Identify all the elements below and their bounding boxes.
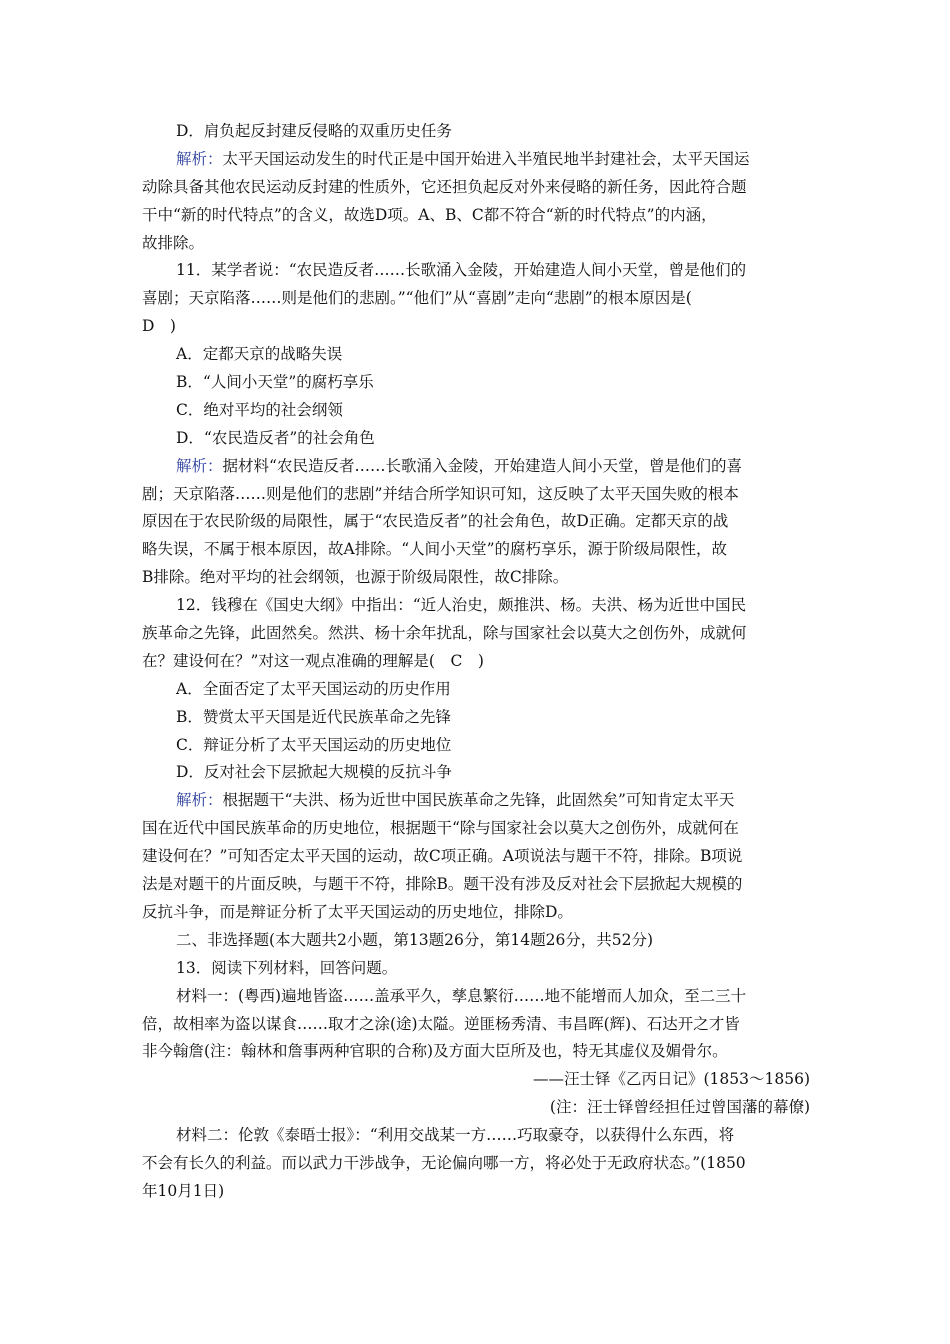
text-line <box>142 1066 810 1094</box>
text-line <box>142 704 810 732</box>
text-line <box>142 1094 810 1122</box>
line-text: C．绝对平均的社会纲领 <box>176 400 343 419</box>
text-line <box>142 1178 810 1206</box>
line-text: C．辩证分析了太平天国运动的历史地位 <box>176 735 452 754</box>
line-text: 故排除。 <box>142 233 205 252</box>
text-line <box>142 871 810 899</box>
text-line <box>142 257 810 285</box>
line-text: 11．某学者说：“农民造反者……长歌涌入金陵，开始建造人间小天堂，曾是他们的 <box>176 261 747 280</box>
text-line <box>142 564 810 592</box>
line-text: 动除具备其他农民运动反封建的性质外，它还担负起反对外来侵略的新任务，因此符合题 <box>142 177 747 196</box>
analysis-label: 解析： <box>176 149 223 168</box>
text-line <box>142 397 810 425</box>
text-line <box>142 285 810 313</box>
text-line <box>142 815 810 843</box>
line-text: 剧；天京陷落……则是他们的悲剧”并结合所学知识可知，这反映了太平天国失败的根本 <box>142 484 739 503</box>
text-line <box>142 146 810 174</box>
line-text: 据材料“农民造反者……长歌涌入金陵，开始建造人间小天堂，曾是他们的喜 <box>222 456 742 475</box>
text-line <box>142 118 810 146</box>
line-text: D．“农民造反者”的社会角色 <box>176 428 375 447</box>
text-line <box>142 369 810 397</box>
text-line <box>142 425 810 453</box>
text-line <box>142 648 810 676</box>
text-line <box>142 620 810 648</box>
line-text: A．定都天京的战略失误 <box>176 345 343 364</box>
line-text: B．赞赏太平天国是近代民族革命之先锋 <box>176 707 451 726</box>
text-line <box>142 202 810 230</box>
line-text: 二、非选择题(本大题共2小题，第13题26分，第14题26分，共52分) <box>176 930 654 949</box>
line-text: 12．钱穆在《国史大纲》中指出：“近人治史，颇推洪、杨。夫洪、杨为近世中国民 <box>176 596 747 615</box>
text-line <box>142 843 810 871</box>
line-text: 不会有长久的利益。而以武力干涉战争，无论偏向哪一方，将必处于无政府状态。”(1850 <box>142 1153 746 1172</box>
text-line <box>142 732 810 760</box>
line-text: 材料一：(粤西)遍地皆盗……盖承平久，孳息繁衍……地不能增而人加众，至二三十 <box>176 986 747 1005</box>
line-text: 13．阅读下列材料，回答问题。 <box>176 958 398 977</box>
text-line <box>142 899 810 927</box>
line-text: 干中“新的时代特点”的含义，故选D项。A、B、C都不符合“新的时代特点”的内涵， <box>142 205 717 224</box>
line-text: A．全面否定了太平天国运动的历史作用 <box>176 679 451 698</box>
line-text: D．肩负起反封建反侵略的双重历史任务 <box>176 122 452 140</box>
text-line <box>142 787 810 815</box>
line-text: 年10月1日) <box>142 1181 225 1200</box>
text-line <box>142 1011 810 1039</box>
text-line <box>142 453 810 481</box>
line-text: 略失误，不属于根本原因，故A排除。“人间小天堂”的腐朽享乐，源于阶级局限性，故 <box>142 540 728 559</box>
line-text: B．“人间小天堂”的腐朽享乐 <box>176 373 374 392</box>
text-line <box>142 1038 810 1066</box>
line-text: 原因在于农民阶级的局限性，属于“农民造反者”的社会角色，故D正确。定都天京的战 <box>142 512 729 531</box>
text-line <box>142 927 810 955</box>
analysis-label: 解析： <box>176 456 223 475</box>
text-line <box>142 536 810 564</box>
text-line <box>142 313 810 341</box>
line-text: 反抗斗争，而是辩证分析了太平天国运动的历史地位，排除D。 <box>142 902 573 921</box>
line-text: D ) <box>142 317 176 336</box>
line-text: 喜剧；天京陷落……则是他们的悲剧。”“他们”从“喜剧”走向“悲剧”的根本原因是( <box>142 289 692 308</box>
text-line <box>142 983 810 1011</box>
text-line <box>142 592 810 620</box>
line-text: (注：汪士铎曾经担任过曾国藩的幕僚) <box>549 1098 810 1117</box>
text-line <box>142 230 810 258</box>
text-line <box>142 955 810 983</box>
line-text: 族革命之先锋，此固然矣。然洪、杨十余年扰乱，除与国家社会以莫大之创伤外，成就何 <box>142 624 747 643</box>
analysis-label: 解析： <box>176 791 223 810</box>
line-text: 非今翰詹(注：翰林和詹事两种官职的合称)及方面大臣所及也，特无其虚仪及媚骨尔。 <box>142 1042 728 1061</box>
line-text: ——汪士铎《乙丙日记》(1853～1856) <box>533 1070 810 1089</box>
document-body <box>142 118 810 1206</box>
line-text: 在？建设何在？”对这一观点准确的理解是( C ) <box>142 651 484 670</box>
text-line <box>142 341 810 369</box>
text-line <box>142 1122 810 1150</box>
text-line <box>142 508 810 536</box>
line-text: D．反对社会下层掀起大规模的反抗斗争 <box>176 763 452 782</box>
line-text: 倍，故相率为盗以谋食……取才之涂(途)太隘。逆匪杨秀清、韦昌晖(辉)、石达开之才皆 <box>142 1014 740 1033</box>
text-line <box>142 759 810 787</box>
line-text: 国在近代中国民族革命的历史地位，根据题干“除与国家社会以莫大之创伤外，成就何在 <box>142 819 739 838</box>
text-line <box>142 481 810 509</box>
line-text: 太平天国运动发生的时代正是中国开始进入半殖民地半封建社会，太平天国运 <box>222 149 750 168</box>
text-line <box>142 174 810 202</box>
line-text: 法是对题干的片面反映，与题干不符，排除B。题干没有涉及反对社会下层掀起大规模的 <box>142 875 743 894</box>
line-text: B排除。绝对平均的社会纲领，也源于阶级局限性，故C排除。 <box>142 568 569 587</box>
line-text: 根据题干“夫洪、杨为近世中国民族革命之先锋，此固然矣”可知肯定太平天 <box>222 791 735 810</box>
line-text: 材料二：伦敦《泰晤士报》：“利用交战某一方……巧取豪夺，以获得什么东西，将 <box>176 1126 735 1145</box>
text-line <box>142 1150 810 1178</box>
line-text: 建设何在？”可知否定太平天国的运动，故C项正确。A项说法与题干不符，排除。B项说 <box>142 847 743 866</box>
text-line <box>142 676 810 704</box>
